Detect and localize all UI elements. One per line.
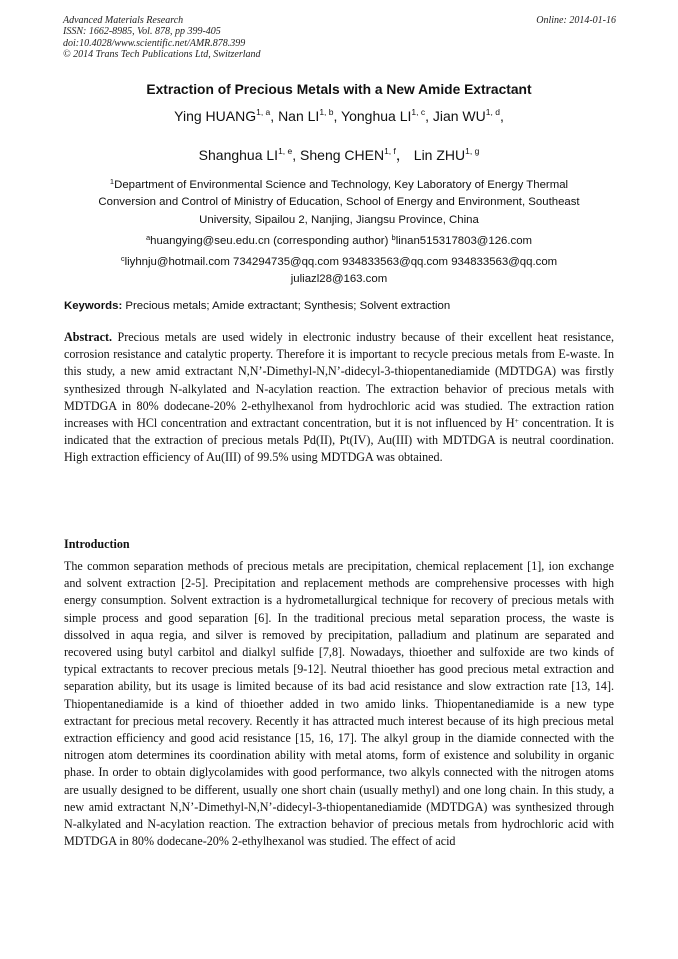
author-name: Lin ZHU: [413, 147, 466, 163]
journal-issn: ISSN: 1662-8985, Vol. 878, pp 399-405: [63, 26, 221, 38]
keywords: [64, 300, 616, 312]
online-date: Online: 2014-01-16: [536, 15, 616, 26]
abstract-text: Precious metals are used widely in electronic industry because of their excellent heat resistance, corrosion resistance and catalytic property. Therefore it is important to recycle precious metals from E-waste. In this study, a new amid extractant N,N’-Dimethyl-N,N’-didecyl-3-thiopentanediamide (MDTDGA) was firstly synthesized through N-alkylated and N-acylation reaction. The extraction behavior of precious metals with MDTDGA in 80% dodecane-20% 2-ethylhexanol from hydrochloric acid was studied. The extraction ration increases with HCl concentration and extractant concentration, but it is not influenced by H: [64, 330, 614, 431]
author-line-2: [0, 145, 678, 165]
author-line-1: [0, 107, 678, 124]
email-link[interactable]: juliazl28@163.com: [290, 273, 388, 286]
abstract-sup: +: [514, 416, 519, 426]
keywords-text: Precious metals; Amide extractant; Synthesis; Solvent extraction: [122, 300, 451, 312]
author-sep: ，: [395, 147, 414, 163]
journal-doi: doi:10.4028/www.scientific.net/AMR.878.399: [63, 37, 246, 49]
author-name: Shanghua LI: [198, 147, 279, 163]
affiliation-block: [58, 173, 620, 289]
author-affil-sup: 1, e: [278, 146, 293, 156]
author-sep: ,: [292, 147, 301, 163]
author-name: Yonghua LI: [341, 108, 412, 124]
keywords-label: Keywords:: [64, 300, 123, 312]
affiliation-line: $^1$Department of Environmental Science and Technology, Key Laboratory of Energy Thermal: [109, 177, 569, 191]
email-line: [58, 271, 620, 288]
introduction-text: The common separation methods of precious metals are precipitation, chemical replacement [1], ion exchange and solvent extraction [2-5]. Precipitation and replacement methods are comprehensive processes with high energy consumption. Solvent extraction is a hydrometallurgical technique for recovery of precious metals with simple process and good separation [6]. In the traditional precious metal separation process, the waste is dissolved in aqua regia, and silver is removed by precipitation, palladium and platinum are separated and recovered using butyl carbitol and dialkyl sulfide [7,8]. Nowadays, thioether and sulfoxide are two kinds of typical extractants to recover precious metals [9-12]. Neutral thioether has good precious metal extraction and separation ability, but its usage is limited because of its bad acid resistance and slow extraction rate [13, 14]. Thiopentanediamide is a kind of thioether added in two amido links. Thiopentanediamide is a new type extractant for precious metal recovery. Recently it has attracted much interest because of its high precious metal extraction efficiency and good acid resistance [15, 16, 17]. The alkyl group in the diamide connected with the nitrogen atom determines its coordination ability with metal atoms, form of existence and solubility in organic phase. In order to obtain diglycolamides with good performance, two alkyls connected with the nitrogen atoms are usually designed to be different, usually one short chain (usually methyl) and one long chain. In this study, a new amid extractant N,N’-Dimethyl-N,N’-didecyl-3-thiopentanediamide (MDTDGA) was synthesized through N-alkylated and N-acylation reaction. The extraction behavior of precious metals from hydrochloric acid with MDTDGA in 80% dodecane-20% 2-ethylhexanol was studied. The effect of acid: [64, 559, 614, 849]
section-heading-introduction: Introduction: [64, 537, 130, 551]
affiliation-line: University, Sipailou 2, Nanjing, Jiangsu Province, China: [199, 213, 479, 226]
author-sep: ,: [425, 108, 433, 124]
author-name: Jian WU: [432, 108, 486, 124]
paper-title: Extraction of Precious Metals with a New Amide Extractant: [146, 82, 532, 97]
email-link[interactable]: linan515317803@126.com: [395, 234, 533, 247]
abstract-label: Abstract.: [64, 330, 113, 344]
journal-copyright: © 2014 Trans Tech Publications Ltd, Switzerland: [63, 48, 261, 60]
abstract: [64, 329, 614, 467]
author-affil-sup: 1, d: [485, 107, 500, 117]
author-name: Ying HUANG: [174, 108, 257, 124]
author-affil-sup: 1, g: [465, 146, 480, 156]
author-name: Nan LI: [278, 108, 320, 124]
affiliation-sup: 1: [109, 177, 115, 186]
abstract-text: concentration. It is indicated that the extraction of precious metals Pd(II), Pt(IV), Au(III) with MDTDGA is neutral coordination. High extraction efficiency of Au(III) of 99.5% using MDTDGA was obtained.: [64, 416, 614, 465]
author-affil-sup: 1, a: [256, 107, 271, 117]
author-affil-sup: 1, b: [319, 107, 334, 117]
journal-name: Advanced Materials Research: [63, 15, 184, 26]
author-sep: ,: [270, 108, 279, 124]
author-affil-sup: 1, f: [384, 146, 396, 156]
email-line: $^c$liyhnju@hotmail.com 734294735@qq.com 934833563@qq.com 934833563@qq.com: [120, 254, 558, 269]
email-line: $^a$huangying@seu.edu.cn (corresponding author) $^b$linan515317803@126.com: [145, 232, 533, 247]
affiliation-line: Conversion and Control of Ministry of Education, School of Energy and Environment, Southeast: [98, 196, 580, 209]
author-sep: ,: [499, 108, 504, 124]
author-name: Sheng CHEN: [300, 147, 385, 163]
email-link[interactable]: liyhnju@hotmail.com 734294735@qq.com 934833563@qq.com 934833563@qq.com: [124, 256, 558, 269]
author-sep: ,: [333, 108, 342, 124]
author-affil-sup: 1, c: [411, 107, 426, 117]
journal-header: [63, 15, 616, 60]
email-link[interactable]: huangying@seu.edu.cn (corresponding author): [150, 234, 392, 247]
